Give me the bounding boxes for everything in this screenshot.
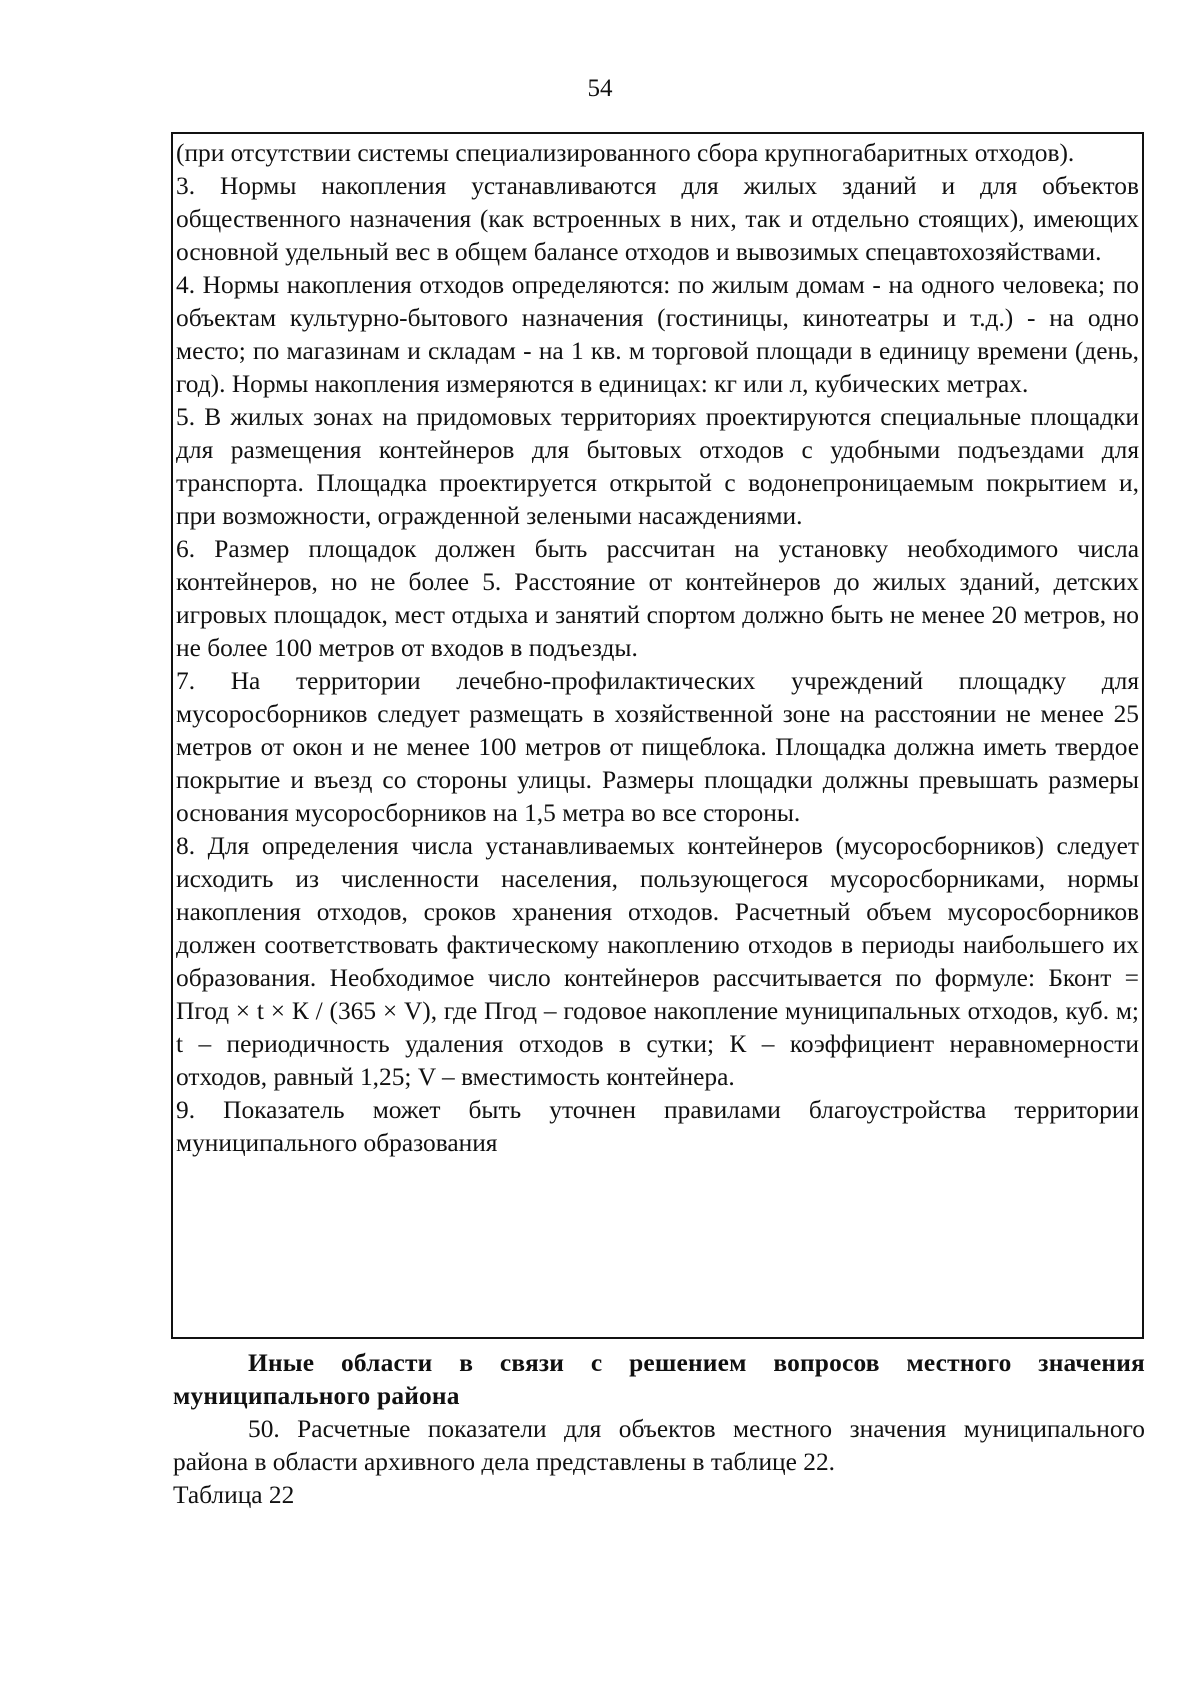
table-paragraph-9: 9. Показатель может быть уточнен правилами благоустройства территории муниципального образования <box>176 1096 1139 1157</box>
section-heading: Иные области в связи с решением вопросов местного значения муниципального района <box>173 1349 1145 1410</box>
section-other-areas <box>173 1347 1145 1512</box>
section-paragraph-50: 50. Расчетные показатели для объектов местного значения муниципального района в области архивного дела представлены в таблице 22. <box>173 1415 1145 1476</box>
table-paragraph-continuation: (при отсутствии системы специализированного сбора крупногабаритных отходов). <box>176 139 1075 167</box>
table-paragraph-5: 5. В жилых зонах на придомовых территориях проектируются специальные площадки для размещения контейнеров для бытовых отходов с удобными подъездами для транспорта. Площадка проектируется открытой с водонепроницаемым покрытием и, при возможности, огражденной зелеными насаждениями. <box>176 403 1139 530</box>
table-paragraph-4: 4. Нормы накопления отходов определяются: по жилым домам - на одного человека; по объектам культурно-бытового назначения (гостиницы, кинотеатры и т.д.) - на одно место; по магазинам и складам - на 1 кв. м торговой площади в единицу времени (день, год). Нормы накопления измеряются в единицах: кг или л, кубических метрах. <box>176 271 1139 398</box>
table-paragraph-8: 8. Для определения числа устанавливаемых контейнеров (мусоросборников) следует исходить из численности населения, пользующегося мусоросборниками, нормы накопления отходов, сроков хранения отходов. Расчетный объем мусоросборников должен соответствовать фактическому накоплению отходов в периоды наибольшего их образования. Необходимое число контейнеров рассчитывается по формуле: Бконт = Пгод × t × К / (365 × V), где Пгод – годовое накопление муниципальных отходов, куб. м; t – периодичность удаления отходов в сутки; К – коэффициент неравномерности отходов, равный 1,25; V – вместимость контейнера. <box>176 832 1139 1091</box>
table-paragraph-3: 3. Нормы накопления устанавливаются для жилых зданий и для объектов общественного назначения (как встроенных в них, так и отдельно стоящих), имеющих основной удельный вес в общем балансе отходов и вывозимых спецавтохозяйствами. <box>176 172 1139 266</box>
table-cell <box>171 132 1144 1339</box>
page-number: 54 <box>587 75 613 102</box>
table-caption: Таблица 22 <box>173 1481 295 1509</box>
table-paragraph-7: 7. На территории лечебно-профилактических учреждений площадку для мусоросборников следует размещать в хозяйственной зоне на расстоянии не менее 25 метров от окон и не менее 100 метров от пищеблока. Площадка должна иметь твердое покрытие и въезд со стороны улицы. Размеры площадки должны превышать размеры основания мусоросборников на 1,5 метра во все стороны. <box>176 667 1139 827</box>
table-paragraph-6: 6. Размер площадок должен быть рассчитан на установку необходимого числа контейнеров, но не более 5. Расстояние от контейнеров до жилых зданий, детских игровых площадок, мест отдыха и занятий спортом должно быть не менее 20 метров, но не более 100 метров от входов в подъезды. <box>176 535 1139 662</box>
